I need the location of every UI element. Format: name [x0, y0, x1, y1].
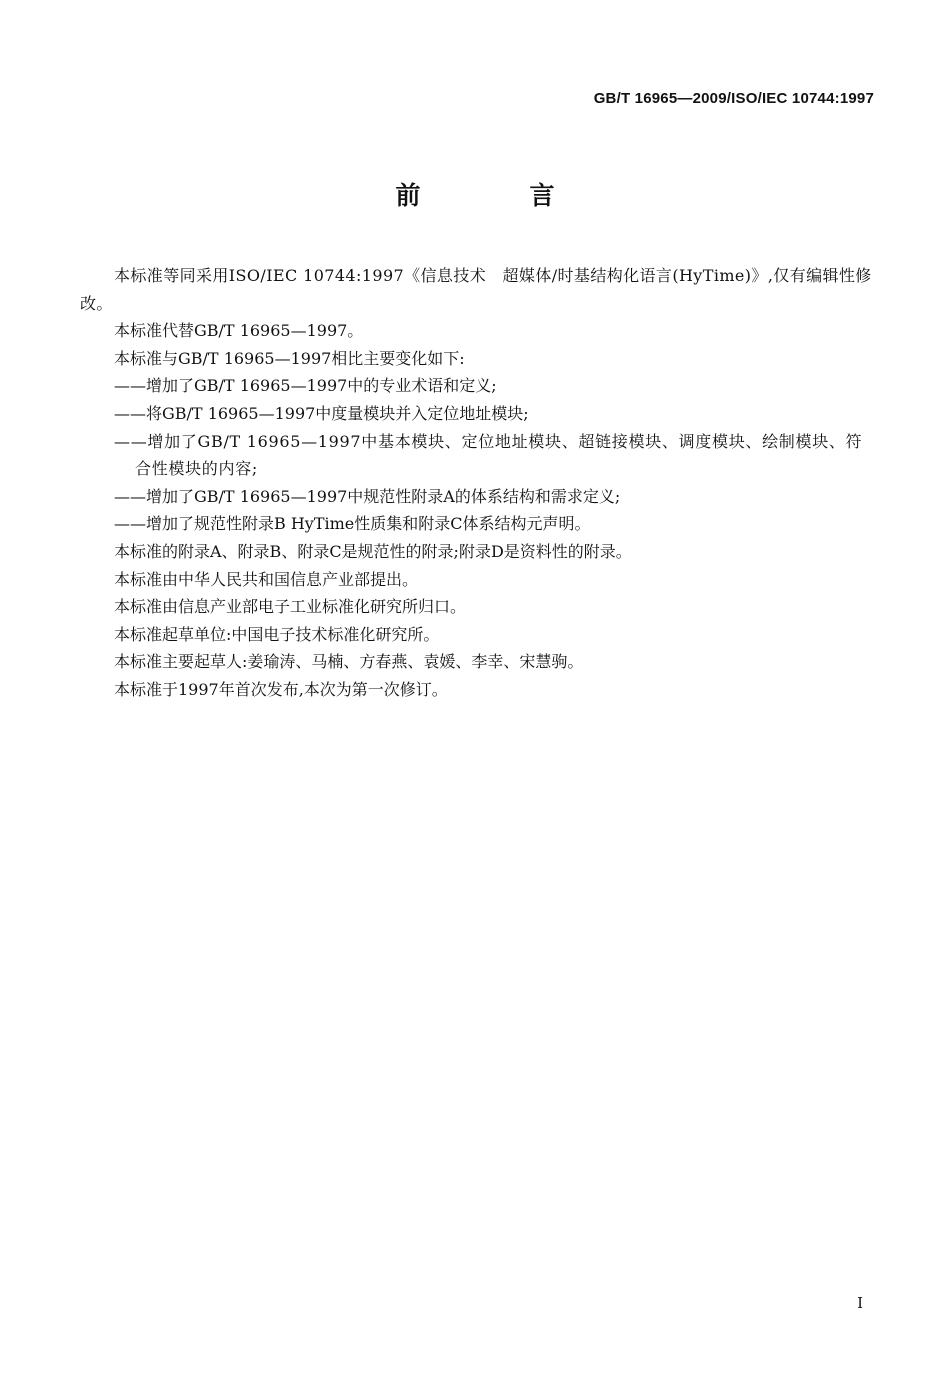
paragraph-replaces: 本标准代替GB/T 16965—1997。: [114, 321, 364, 341]
page-number: I: [857, 1294, 863, 1312]
change-item-terms: ——增加了GB/T 16965—1997中的专业术语和定义;: [114, 376, 497, 396]
paragraph-drafting-unit: 本标准起草单位:中国电子技术标准化研究所。: [114, 624, 440, 644]
page-title: 前 言: [395, 181, 597, 210]
change-item-measurement-module: ——将GB/T 16965—1997中度量模块并入定位地址模块;: [114, 403, 529, 423]
change-item-modules-content: ——增加了GB/T 16965—1997中基本模块、定位地址模块、超链接模块、调度模块、绘制模块、符合性模块的内容;: [114, 431, 863, 479]
foreword-body: [80, 262, 875, 704]
paragraph-changes-intro: 本标准与GB/T 16965—1997相比主要变化如下:: [114, 348, 465, 368]
paragraph-publication-history: 本标准于1997年首次发布,本次为第一次修订。: [114, 679, 448, 699]
paragraph-proposed-by: 本标准由中华人民共和国信息产业部提出。: [114, 569, 419, 589]
paragraph-adoption: 本标准等同采用ISO/IEC 10744:1997《信息技术 超媒体/时基结构化语言(HyTime)》,仅有编辑性修改。: [80, 266, 872, 313]
paragraph-annexes: 本标准的附录A、附录B、附录C是规范性的附录;附录D是资料性的附录。: [114, 541, 632, 561]
change-item-annex-a: ——增加了GB/T 16965—1997中规范性附录A的体系结构和需求定义;: [114, 486, 621, 506]
standard-code-header: GB/T 16965—2009/ISO/IEC 10744:1997: [593, 90, 874, 107]
paragraph-drafters: 本标准主要起草人:姜瑜涛、马楠、方春燕、袁媛、李幸、宋慧驹。: [114, 652, 584, 672]
paragraph-administered-by: 本标准由信息产业部电子工业标准化研究所归口。: [114, 597, 467, 617]
change-item-annex-b-c: ——增加了规范性附录B HyTime性质集和附录C体系结构元声明。: [114, 514, 591, 534]
